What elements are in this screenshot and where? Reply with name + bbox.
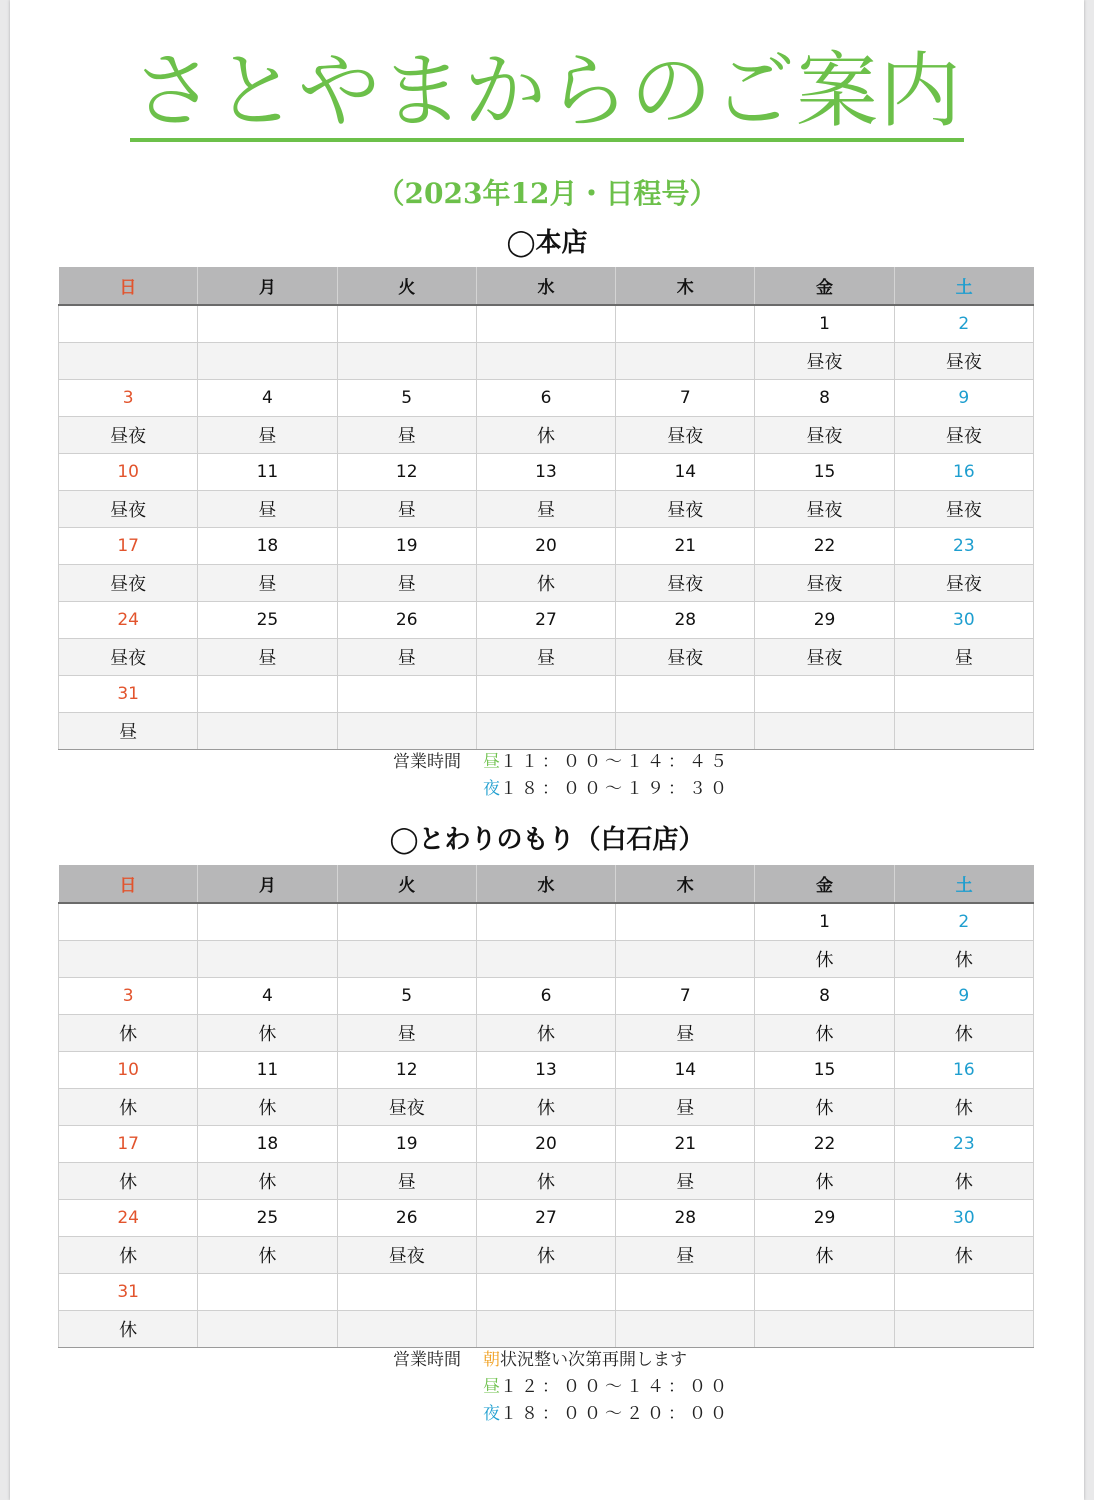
- date-cell: 22: [755, 528, 894, 565]
- date-cell: [616, 1274, 755, 1311]
- date-cell: 1: [755, 903, 894, 941]
- date-cell: 9: [894, 380, 1033, 417]
- hours-line: [393, 1401, 731, 1428]
- status-row: [59, 1237, 1034, 1274]
- date-cell: [337, 903, 476, 941]
- status-cell: [476, 343, 615, 380]
- date-cell: 16: [894, 454, 1033, 491]
- status-cell: 休: [894, 1163, 1033, 1200]
- status-row: [59, 639, 1034, 676]
- date-cell: [616, 305, 755, 343]
- date-cell: [337, 305, 476, 343]
- status-cell: 休: [59, 1237, 198, 1274]
- status-cell: 昼: [337, 565, 476, 602]
- status-cell: 昼夜: [894, 565, 1033, 602]
- weekday-header: 木: [616, 267, 755, 305]
- status-cell: 昼夜: [337, 1237, 476, 1274]
- status-cell: [894, 713, 1033, 750]
- date-cell: [59, 903, 198, 941]
- date-cell: 29: [755, 1200, 894, 1237]
- status-cell: 休: [476, 1089, 615, 1126]
- weekday-header-row: [59, 267, 1034, 305]
- date-cell: 24: [59, 602, 198, 639]
- hours-text: １１：００〜１４：４５: [500, 752, 731, 772]
- weekday-header: 木: [616, 865, 755, 903]
- date-cell: 15: [755, 1052, 894, 1089]
- status-row: [59, 417, 1034, 454]
- page-subtitle: （2023年12月・日程号）: [376, 177, 718, 210]
- status-cell: 昼夜: [616, 639, 755, 676]
- date-row: [59, 978, 1034, 1015]
- date-cell: 11: [198, 454, 337, 491]
- status-cell: 休: [755, 941, 894, 978]
- date-cell: 1: [755, 305, 894, 343]
- date-cell: 17: [59, 528, 198, 565]
- date-cell: 13: [476, 454, 615, 491]
- status-cell: 昼: [476, 491, 615, 528]
- status-cell: [198, 941, 337, 978]
- status-cell: 昼夜: [755, 565, 894, 602]
- status-cell: 昼夜: [59, 565, 198, 602]
- weekday-header: 土: [894, 267, 1033, 305]
- date-cell: [894, 1274, 1033, 1311]
- status-cell: [476, 713, 615, 750]
- date-cell: 12: [337, 1052, 476, 1089]
- hours-text: １８：００〜２０：００: [500, 1404, 731, 1424]
- status-cell: 昼: [337, 639, 476, 676]
- date-cell: 5: [337, 380, 476, 417]
- store-title-shiroishi: ◯とわりのもり（白石店）: [389, 825, 705, 855]
- weekday-header: 月: [198, 267, 337, 305]
- date-row: [59, 1274, 1034, 1311]
- date-row: [59, 528, 1034, 565]
- date-cell: 13: [476, 1052, 615, 1089]
- status-cell: 昼: [616, 1163, 755, 1200]
- date-row: [59, 1052, 1034, 1089]
- weekday-header: 金: [755, 267, 894, 305]
- status-cell: 昼: [616, 1015, 755, 1052]
- status-cell: 昼夜: [616, 491, 755, 528]
- date-row: [59, 676, 1034, 713]
- date-cell: 24: [59, 1200, 198, 1237]
- date-cell: 7: [616, 978, 755, 1015]
- status-cell: 休: [476, 1237, 615, 1274]
- date-cell: [198, 903, 337, 941]
- status-cell: 休: [894, 1237, 1033, 1274]
- date-row: [59, 1126, 1034, 1163]
- weekday-header-row: [59, 865, 1034, 903]
- status-cell: 休: [59, 1163, 198, 1200]
- status-cell: 昼: [198, 565, 337, 602]
- status-cell: [755, 1311, 894, 1348]
- date-cell: 14: [616, 454, 755, 491]
- date-cell: [476, 1274, 615, 1311]
- date-cell: 30: [894, 1200, 1033, 1237]
- business-hours-shiroishi: [393, 1347, 731, 1428]
- date-cell: [755, 1274, 894, 1311]
- date-cell: 8: [755, 380, 894, 417]
- status-cell: 昼夜: [337, 1089, 476, 1126]
- calendar-table-main: [58, 267, 1034, 750]
- hours-key: 昼: [483, 1377, 500, 1397]
- hours-key: 昼: [483, 752, 500, 772]
- status-cell: 昼夜: [616, 417, 755, 454]
- date-row: [59, 380, 1034, 417]
- date-cell: 22: [755, 1126, 894, 1163]
- date-cell: 2: [894, 305, 1033, 343]
- date-cell: [198, 305, 337, 343]
- status-row: [59, 1163, 1034, 1200]
- status-cell: [198, 1311, 337, 1348]
- date-row: [59, 305, 1034, 343]
- hours-line: [393, 1347, 731, 1374]
- date-row: [59, 1200, 1034, 1237]
- status-row: [59, 565, 1034, 602]
- status-cell: 休: [476, 1163, 615, 1200]
- date-cell: 26: [337, 1200, 476, 1237]
- status-cell: 昼: [198, 417, 337, 454]
- status-cell: 休: [894, 941, 1033, 978]
- status-row: [59, 713, 1034, 750]
- status-cell: 昼: [337, 491, 476, 528]
- status-cell: 昼: [476, 639, 615, 676]
- status-cell: [337, 713, 476, 750]
- status-row: [59, 1089, 1034, 1126]
- status-cell: 昼夜: [894, 343, 1033, 380]
- status-cell: [755, 713, 894, 750]
- date-cell: [59, 305, 198, 343]
- date-cell: 12: [337, 454, 476, 491]
- date-row: [59, 602, 1034, 639]
- status-cell: 昼夜: [755, 491, 894, 528]
- status-cell: 休: [198, 1015, 337, 1052]
- hours-line: [393, 749, 731, 776]
- status-row: [59, 1311, 1034, 1348]
- status-cell: 昼夜: [755, 343, 894, 380]
- status-row: [59, 491, 1034, 528]
- business-hours-main: [393, 749, 731, 803]
- status-cell: 昼: [337, 417, 476, 454]
- date-cell: [198, 1274, 337, 1311]
- calendar-table-shiroishi: [58, 865, 1034, 1348]
- status-row: [59, 941, 1034, 978]
- status-cell: [59, 343, 198, 380]
- status-cell: 昼: [894, 639, 1033, 676]
- date-cell: 20: [476, 1126, 615, 1163]
- status-cell: [337, 343, 476, 380]
- status-row: [59, 1015, 1034, 1052]
- date-cell: 31: [59, 1274, 198, 1311]
- hours-key: 朝: [483, 1350, 500, 1370]
- weekday-header: 金: [755, 865, 894, 903]
- date-cell: 25: [198, 1200, 337, 1237]
- date-cell: [337, 1274, 476, 1311]
- date-cell: 11: [198, 1052, 337, 1089]
- date-cell: [755, 676, 894, 713]
- status-cell: [198, 713, 337, 750]
- status-cell: 昼: [59, 713, 198, 750]
- status-cell: 休: [476, 417, 615, 454]
- status-cell: 昼夜: [755, 639, 894, 676]
- store-title-main: ◯本店: [506, 228, 588, 258]
- status-cell: 休: [894, 1089, 1033, 1126]
- status-cell: [198, 343, 337, 380]
- date-cell: 21: [616, 1126, 755, 1163]
- weekday-header: 水: [476, 865, 615, 903]
- weekday-header: 水: [476, 267, 615, 305]
- date-cell: 7: [616, 380, 755, 417]
- date-cell: 2: [894, 903, 1033, 941]
- status-cell: 昼夜: [894, 491, 1033, 528]
- date-cell: 30: [894, 602, 1033, 639]
- date-cell: 6: [476, 380, 615, 417]
- status-cell: 昼夜: [616, 565, 755, 602]
- date-cell: 16: [894, 1052, 1033, 1089]
- date-cell: [616, 903, 755, 941]
- hours-label: 営業時間: [393, 752, 461, 772]
- status-cell: [616, 713, 755, 750]
- status-cell: 昼夜: [59, 639, 198, 676]
- status-cell: [616, 343, 755, 380]
- date-cell: 10: [59, 454, 198, 491]
- date-cell: [476, 903, 615, 941]
- weekday-header: 土: [894, 865, 1033, 903]
- status-cell: 昼: [337, 1163, 476, 1200]
- weekday-header: 火: [337, 267, 476, 305]
- status-cell: 休: [755, 1015, 894, 1052]
- status-cell: 休: [59, 1089, 198, 1126]
- hours-line: [393, 776, 731, 803]
- date-cell: 10: [59, 1052, 198, 1089]
- status-cell: [337, 941, 476, 978]
- hours-text: １８：００〜１９：３０: [500, 779, 731, 799]
- status-cell: 休: [59, 1015, 198, 1052]
- status-cell: 休: [198, 1163, 337, 1200]
- status-cell: [616, 941, 755, 978]
- date-cell: 3: [59, 380, 198, 417]
- status-cell: 昼夜: [59, 417, 198, 454]
- hours-label: 営業時間: [393, 1350, 461, 1370]
- status-cell: 昼夜: [755, 417, 894, 454]
- status-cell: 休: [476, 565, 615, 602]
- status-cell: 昼: [616, 1089, 755, 1126]
- status-cell: 昼: [337, 1015, 476, 1052]
- page-title: さとやまからのご案内: [130, 46, 964, 142]
- date-cell: [616, 676, 755, 713]
- date-cell: 23: [894, 528, 1033, 565]
- date-cell: 4: [198, 978, 337, 1015]
- status-cell: 昼夜: [894, 417, 1033, 454]
- status-cell: 昼: [198, 639, 337, 676]
- date-cell: [476, 676, 615, 713]
- date-cell: 20: [476, 528, 615, 565]
- date-cell: 31: [59, 676, 198, 713]
- date-cell: 19: [337, 1126, 476, 1163]
- date-cell: 23: [894, 1126, 1033, 1163]
- date-cell: 27: [476, 1200, 615, 1237]
- date-row: [59, 903, 1034, 941]
- hours-text: 状況整い次第再開します: [500, 1350, 687, 1370]
- status-cell: 休: [894, 1015, 1033, 1052]
- weekday-header: 月: [198, 865, 337, 903]
- date-cell: [337, 676, 476, 713]
- hours-text: １２：００〜１４：００: [500, 1377, 731, 1397]
- hours-line: [393, 1374, 731, 1401]
- status-cell: 休: [59, 1311, 198, 1348]
- status-cell: [894, 1311, 1033, 1348]
- date-cell: 29: [755, 602, 894, 639]
- weekday-header: 火: [337, 865, 476, 903]
- weekday-header: 日: [59, 865, 198, 903]
- date-cell: 17: [59, 1126, 198, 1163]
- date-cell: [198, 676, 337, 713]
- status-cell: [476, 1311, 615, 1348]
- date-cell: 19: [337, 528, 476, 565]
- date-cell: 18: [198, 1126, 337, 1163]
- date-cell: 27: [476, 602, 615, 639]
- page-title-wrap: [0, 46, 1094, 142]
- weekday-header: 日: [59, 267, 198, 305]
- status-row: [59, 343, 1034, 380]
- date-cell: 25: [198, 602, 337, 639]
- status-cell: [476, 941, 615, 978]
- date-cell: 6: [476, 978, 615, 1015]
- date-cell: 18: [198, 528, 337, 565]
- date-row: [59, 454, 1034, 491]
- date-cell: 28: [616, 1200, 755, 1237]
- status-cell: 休: [198, 1237, 337, 1274]
- status-cell: [337, 1311, 476, 1348]
- status-cell: [616, 1311, 755, 1348]
- status-cell: 昼夜: [59, 491, 198, 528]
- date-cell: 26: [337, 602, 476, 639]
- status-cell: 休: [755, 1089, 894, 1126]
- hours-key: 夜: [483, 1404, 500, 1424]
- date-cell: 28: [616, 602, 755, 639]
- status-cell: [59, 941, 198, 978]
- date-cell: 5: [337, 978, 476, 1015]
- hours-key: 夜: [483, 779, 500, 799]
- status-cell: 休: [755, 1237, 894, 1274]
- date-cell: 21: [616, 528, 755, 565]
- status-cell: 休: [198, 1089, 337, 1126]
- date-cell: 9: [894, 978, 1033, 1015]
- date-cell: [894, 676, 1033, 713]
- status-cell: 休: [476, 1015, 615, 1052]
- date-cell: 14: [616, 1052, 755, 1089]
- date-cell: 8: [755, 978, 894, 1015]
- status-cell: 休: [755, 1163, 894, 1200]
- date-cell: [476, 305, 615, 343]
- date-cell: 3: [59, 978, 198, 1015]
- status-cell: 昼: [616, 1237, 755, 1274]
- status-cell: 昼: [198, 491, 337, 528]
- date-cell: 15: [755, 454, 894, 491]
- date-cell: 4: [198, 380, 337, 417]
